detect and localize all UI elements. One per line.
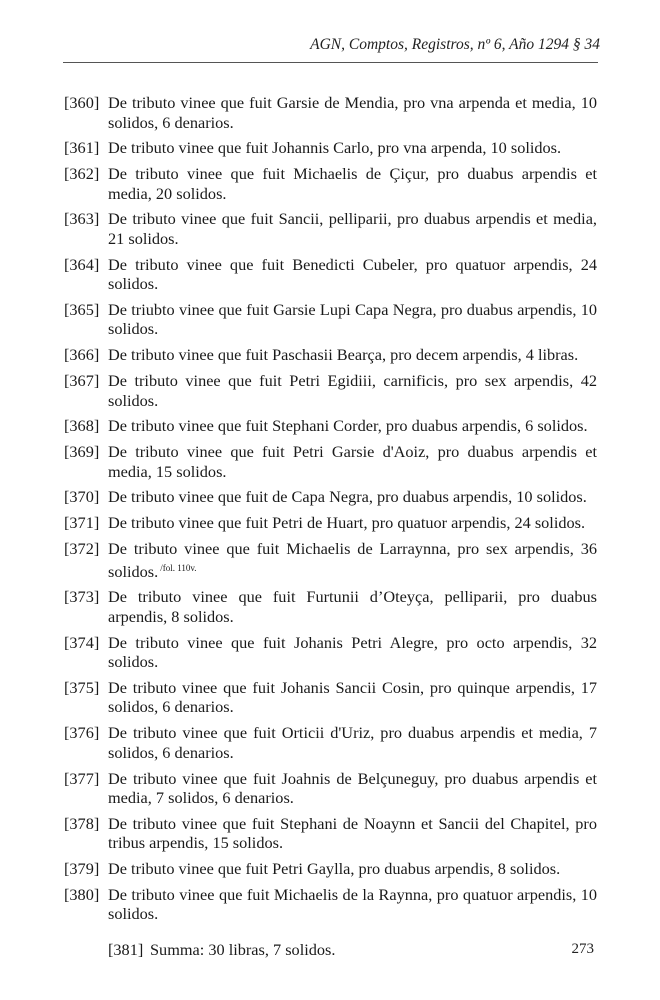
entry-text: De tributo vinee que fuit de Capa Negra, pro duabus arpendis, 10 solidos. — [108, 487, 587, 507]
entry-number: [364] — [64, 254, 100, 274]
entry-text: De tributo vinee que fuit Furtunii d’Oteyça, pelliparii, pro duabus arpendis, 8 solidos. — [108, 587, 597, 626]
entry — [64, 539, 597, 581]
entry-text: De triubto vinee que fuit Garsie Lupi Capa Negra, pro duabus arpendis, 10 solidos. — [108, 299, 597, 339]
entry — [64, 885, 597, 924]
entry — [64, 300, 597, 339]
entry-text: De tributo vinee que fuit Petri Egidiii, carnificis, pro sex arpendis, 42 solidos. — [108, 371, 597, 410]
entry-number: [373] — [64, 587, 100, 607]
page-number: 273 — [571, 941, 594, 957]
entry — [64, 416, 597, 436]
entry — [64, 345, 597, 365]
entry-text: De tributo vinee que fuit Johannis Carlo, pro vna arpenda, 10 solidos. — [108, 138, 562, 158]
running-head: AGN, Comptos, Registros, nº 6, Año 1294 § 34 — [310, 36, 600, 53]
entry — [64, 678, 597, 717]
entry — [64, 487, 597, 507]
entry-text: De tributo vinee que fuit Petri Garsie d'Aoiz, pro duabus arpendis et media, 15 solidos. — [108, 442, 597, 481]
entry-text: De tributo vinee que fuit Petri Gaylla, pro duabus arpendis, 8 solidos. — [108, 859, 561, 879]
entry-number: [372] — [64, 539, 100, 559]
entry-text: De tributo vinee que fuit Benedicti Cubeler, pro quatuor arpendis, 24 solidos. — [108, 254, 597, 294]
entry-number: [379] — [64, 859, 100, 879]
entry — [64, 723, 597, 762]
entry — [64, 769, 597, 808]
entry-number: [360] — [64, 93, 100, 112]
entry — [64, 442, 597, 481]
entry-number: [378] — [64, 813, 100, 833]
entry-number: [376] — [64, 723, 100, 743]
entry — [64, 164, 597, 203]
entry-text: De tributo vinee que fuit Garsie de Mendia, pro vna arpenda et media, 10 solidos, 6 denarios. — [108, 93, 597, 132]
entry-text: De tributo vinee que fuit Michaelis de Larraynna, pro sex arpendis, 36 solidos. — [108, 539, 597, 581]
entry-text: De tributo vinee que fuit Johanis Sancii Cosin, pro quinque arpendis, 17 solidos, 6 denarios. — [108, 677, 597, 717]
header-rule — [63, 62, 598, 63]
entry-text: De tributo vinee que fuit Michaelis de la Raynna, pro quatuor arpendis, 10 solidos. — [108, 884, 597, 924]
entry-number: [365] — [64, 299, 100, 319]
entry-text-with-folio — [106, 539, 597, 581]
entry — [64, 255, 597, 294]
folio-marker: /fol. 110v. — [160, 562, 197, 573]
entry — [64, 633, 597, 672]
entry-text: De tributo vinee que fuit Stephani de Noaynn et Sancii del Chapitel, pro tribus arpendis, 15 solidos. — [108, 813, 597, 853]
entry-text: De tributo vinee que fuit Stephani Corder, pro duabus arpendis, 6 solidos. — [108, 416, 588, 436]
entry-text: De tributo vinee que fuit Petri de Huart, pro quatuor arpendis, 24 solidos. — [108, 513, 586, 533]
summa-number: [381] — [108, 939, 144, 959]
entry — [64, 93, 597, 132]
entry — [64, 209, 597, 248]
entry-number: [370] — [64, 487, 100, 507]
entry — [64, 814, 597, 853]
entry — [64, 138, 597, 158]
entry-number: [366] — [64, 345, 100, 365]
entry-number: [375] — [64, 677, 100, 697]
entry-text: De tributo vinee que fuit Sancii, pelliparii, pro duabus arpendis et media, 21 solidos. — [108, 209, 597, 248]
entry-number: [371] — [64, 513, 100, 533]
entry-number: [374] — [64, 632, 100, 652]
entry-number: [367] — [64, 371, 100, 391]
entry-number: [377] — [64, 768, 100, 788]
entry-number: [369] — [64, 442, 100, 462]
entry — [64, 513, 597, 533]
entry-number: [363] — [64, 209, 100, 229]
entry — [64, 587, 597, 626]
entry-text: De tributo vinee que fuit Paschasii Bearça, pro decem arpendis, 4 libras. — [108, 345, 579, 365]
entry — [64, 371, 597, 410]
entry-number: [361] — [64, 138, 100, 158]
entry-text: De tributo vinee que fuit Michaelis de Çiçur, pro duabus arpendis et media, 20 solidos. — [108, 164, 597, 203]
entry-text: De tributo vinee que fuit Orticii d'Uriz, pro duabus arpendis et media, 7 solidos, 6 denarios. — [108, 723, 597, 762]
entry-number: [362] — [64, 164, 100, 184]
summa-entry — [64, 940, 597, 960]
entry-number: [368] — [64, 416, 100, 436]
entry-number: [380] — [64, 884, 100, 904]
entry-text: De tributo vinee que fuit Johanis Petri Alegre, pro octo arpendis, 32 solidos. — [108, 632, 597, 672]
entry-list — [64, 93, 597, 959]
entry — [64, 859, 597, 879]
summa-text: Summa: 30 libras, 7 solidos. — [150, 939, 336, 959]
entry-text: De tributo vinee que fuit Joahnis de Belçuneguy, pro duabus arpendis et media, 7 solidos, 6 denarios. — [108, 768, 597, 808]
